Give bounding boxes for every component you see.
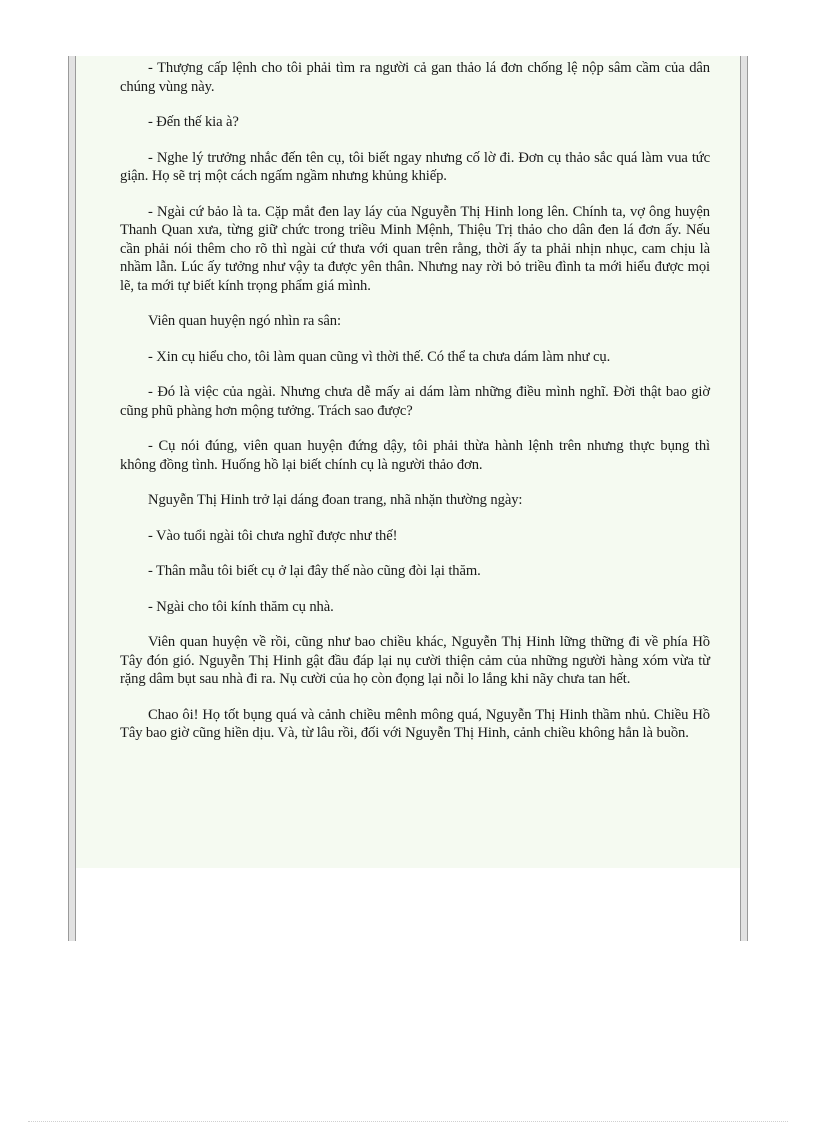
document-body <box>120 59 710 760</box>
paragraph: - Xin cụ hiểu cho, tôi làm quan cũng vì thời thế. Có thể ta chưa dám làm như cụ. <box>148 348 611 365</box>
paragraph: Nguyễn Thị Hinh trở lại dáng đoan trang, nhã nhặn thường ngày: <box>148 492 523 508</box>
paragraph: - Đó là việc của ngài. Nhưng chưa dễ mấy ai dám làm những điều mình nghĩ. Đời thật bao giờ cũng phũ phàng hơn mộng tưởng. Trách sao được? <box>120 384 710 419</box>
paragraph: - Vào tuổi ngài tôi chưa nghĩ được như thế! <box>148 527 398 544</box>
paragraph: - Ngài cho tôi kính thăm cụ nhà. <box>148 598 334 615</box>
bottom-divider <box>28 1121 788 1122</box>
paragraph: - Cụ nói đúng, viên quan huyện đứng dậy, tôi phải thừa hành lệnh trên nhưng thực bụng thì không đồng tình. Huống hồ lại biết chính cụ là người thảo đơn. <box>120 438 710 473</box>
paragraph: Chao ôi! Họ tốt bụng quá và cảnh chiều mênh mông quá, Nguyễn Thị Hinh thầm nhủ. Chiều Hồ Tây bao giờ cũng hiền dịu. Và, từ lâu rồi, đối với Nguyễn Thị Hinh, cảnh chiều không hẳn là buồn. <box>120 706 710 741</box>
left-page-rail <box>68 56 76 941</box>
paragraph: - Nghe lý trưởng nhắc đến tên cụ, tôi biết ngay nhưng cố lờ đi. Đơn cụ thảo sắc quá làm vua tức giận. Họ sẽ trị một cách ngấm ngầm nhưng khủng khiếp. <box>120 149 710 184</box>
paragraph: Viên quan huyện ngó nhìn ra sân: <box>148 313 341 329</box>
paragraph: - Đến thế kia à? <box>148 114 239 130</box>
paragraph: - Thân mẫu tôi biết cụ ở lại đây thế nào cũng đòi lại thăm. <box>148 563 481 579</box>
document-page <box>76 56 740 868</box>
paragraph: - Thượng cấp lệnh cho tôi phải tìm ra người cả gan thảo lá đơn chống lệ nộp sâm cầm của dân chúng vùng này. <box>120 60 710 95</box>
paragraph: - Ngài cứ bảo là ta. Cặp mắt đen lay láy của Nguyễn Thị Hinh long lên. Chính ta, vợ ông huyện Thanh Quan xưa, từng giữ chức trong triều Minh Mệnh, Thiệu Trị thảo cho dân đen lá đơn ấy. Nếu cần phải nói thêm cho rõ thì ngài cứ thưa với quan trên rằng, thời ấy ta phải nhịn nhục, cam chịu là nhầm lẫn. Lúc ấy tưởng như vậy ta được yên thân. Nhưng nay rời bỏ triều đình ta mới hiểu được mọi lẽ, ta mới tự biết kính trọng phẩm giá mình. <box>120 203 710 294</box>
paragraph: Viên quan huyện về rồi, cũng như bao chiều khác, Nguyễn Thị Hinh lững thững đi về phía Hồ Tây đón gió. Nguyễn Thị Hinh gật đầu đáp lại nụ cười thiện cảm của những người hàng xóm vừa từ rặng dâm bụt sau nhà đi ra. Nụ cười của họ còn đọng lại nỗi lo lắng khi nãy chưa tan hết. <box>120 634 710 687</box>
page-blank-area <box>76 868 740 941</box>
document-frame <box>68 56 748 941</box>
right-page-rail <box>740 56 748 941</box>
